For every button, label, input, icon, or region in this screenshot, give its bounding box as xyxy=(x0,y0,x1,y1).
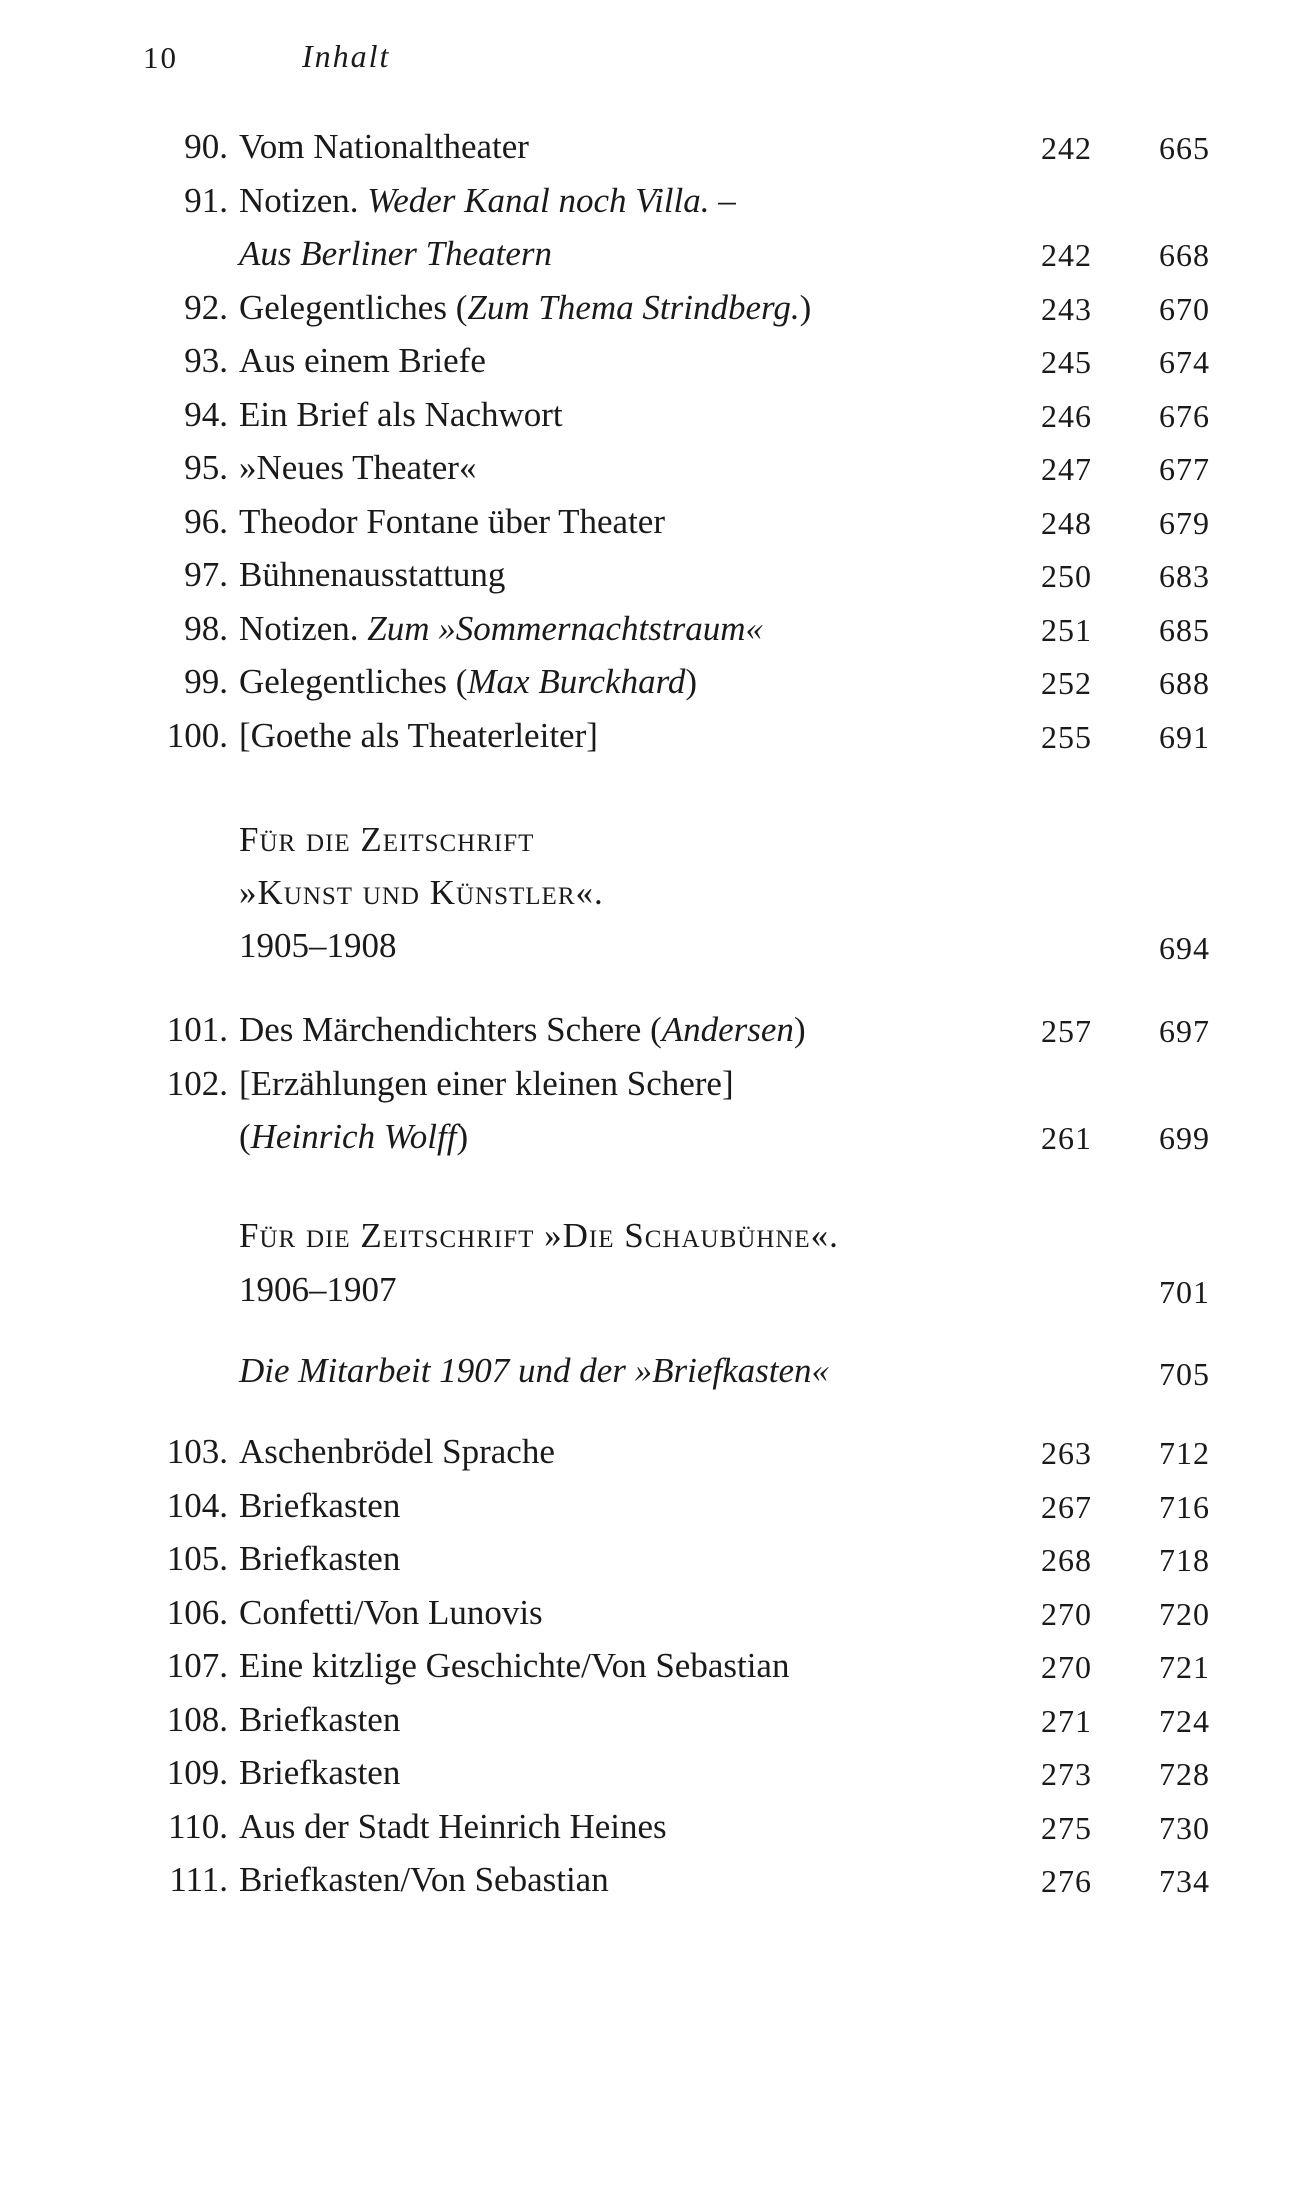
entry-title xyxy=(239,448,476,488)
subheading-page: 705 xyxy=(1159,1356,1210,1392)
commentary-page-number: 677 xyxy=(1159,451,1210,487)
entry-title-roman: ) xyxy=(456,1117,469,1156)
entry-title-roman: ) xyxy=(799,287,812,327)
entry-title-italic: Weder Kanal noch Villa. – xyxy=(367,180,736,220)
entry-title xyxy=(239,1064,734,1104)
commentary-page-number: 670 xyxy=(1159,290,1210,327)
toc-entry xyxy=(0,1593,1294,1637)
toc-entry xyxy=(0,288,1294,332)
entry-number: 96. xyxy=(184,501,228,541)
text-page-number: 270 xyxy=(1041,1649,1092,1685)
entry-number: 93. xyxy=(184,341,228,380)
entry-title-roman: Eine kitzlige Geschichte/Von Sebastian xyxy=(239,1646,790,1685)
commentary-page-number: 724 xyxy=(1159,1702,1210,1739)
commentary-page-number: 668 xyxy=(1159,237,1210,273)
entry-number: 107. xyxy=(166,1646,228,1685)
entry-title-roman: Briefkasten xyxy=(239,1753,401,1792)
section-heading-years: 1905–1908 xyxy=(239,926,397,965)
entry-title xyxy=(239,1753,400,1793)
text-page-number: 251 xyxy=(1041,611,1092,648)
text-page-number: 248 xyxy=(1041,504,1092,541)
text-page-number: 245 xyxy=(1041,344,1092,380)
entry-title-roman: Vom Nationaltheater xyxy=(239,127,529,166)
entry-title-roman: ) xyxy=(685,662,698,701)
toc-entry xyxy=(0,1807,1294,1851)
entry-number: 106. xyxy=(166,1592,228,1632)
toc-entry xyxy=(0,341,1294,385)
entry-number: 108. xyxy=(166,1699,228,1739)
entry-number: 102. xyxy=(166,1063,228,1103)
entry-title-roman: Aschenbrödel Sprache xyxy=(239,1432,555,1471)
toc-entry xyxy=(0,1700,1294,1744)
text-page-number: 250 xyxy=(1041,558,1092,594)
entry-title xyxy=(239,288,811,328)
entry-title xyxy=(239,234,552,274)
text-page-number: 255 xyxy=(1041,718,1092,755)
entry-title-italic: Max Burckhard xyxy=(467,662,686,701)
text-page-number: 261 xyxy=(1041,1120,1092,1156)
entry-title-roman: Gelegentliches ( xyxy=(239,287,468,327)
entry-title xyxy=(239,1700,400,1740)
text-page-number: 271 xyxy=(1041,1702,1092,1739)
entry-title-roman: Bühnenausstattung xyxy=(239,555,506,594)
entry-title-roman: Notizen. xyxy=(239,180,368,220)
toc-entry xyxy=(0,1117,1294,1161)
entry-number: 94. xyxy=(184,394,228,434)
toc-entry xyxy=(0,1539,1294,1583)
entry-title xyxy=(239,1860,609,1900)
entry-number: 104. xyxy=(166,1485,228,1525)
toc-entry xyxy=(0,716,1294,760)
toc-entry xyxy=(0,1753,1294,1797)
entry-title-roman: Theodor Fontane über Theater xyxy=(239,501,665,541)
entry-number: 97. xyxy=(184,555,228,594)
toc-entry xyxy=(0,1486,1294,1530)
commentary-page-number: 691 xyxy=(1159,718,1210,755)
entry-number: 110. xyxy=(168,1806,228,1846)
entry-title-roman: »Neues Theater« xyxy=(239,448,477,487)
text-page-number: 242 xyxy=(1041,237,1092,273)
section-heading-line: »Kunst und Künstler«. xyxy=(239,873,604,912)
commentary-page-number: 728 xyxy=(1159,1756,1210,1792)
entry-title-roman: Briefkasten/Von Sebastian xyxy=(239,1860,609,1899)
toc-entry xyxy=(0,1860,1294,1904)
entry-number: 99. xyxy=(184,662,228,701)
entry-number: 105. xyxy=(166,1539,228,1578)
entry-title-roman: Gelegentliches ( xyxy=(239,662,468,701)
entry-title-roman: Briefkasten xyxy=(239,1699,401,1739)
entry-title xyxy=(239,1539,400,1579)
entry-title xyxy=(239,662,697,702)
commentary-page-number: 716 xyxy=(1159,1488,1210,1525)
commentary-page-number: 683 xyxy=(1159,558,1210,594)
text-page-number: 242 xyxy=(1041,130,1092,166)
entry-title-italic: Aus Berliner Theatern xyxy=(239,234,553,273)
toc-entry xyxy=(0,1432,1294,1476)
entry-title xyxy=(239,716,598,756)
commentary-page-number: 699 xyxy=(1159,1120,1210,1156)
entry-title xyxy=(239,181,736,221)
entry-title-roman: Aus einem Briefe xyxy=(239,341,486,380)
toc-entry xyxy=(0,1646,1294,1690)
toc-entry xyxy=(0,502,1294,546)
entry-number: 92. xyxy=(184,287,228,327)
entry-title xyxy=(239,1010,806,1050)
entry-title xyxy=(239,609,763,649)
text-page-number: 243 xyxy=(1041,290,1092,327)
entry-title-roman: [Goethe als Theaterleiter] xyxy=(239,715,598,755)
text-page-number: 270 xyxy=(1041,1595,1092,1632)
entry-title-roman: Briefkasten xyxy=(239,1485,401,1525)
entry-title xyxy=(239,1807,667,1847)
commentary-page-number: 674 xyxy=(1159,344,1210,380)
text-page-number: 263 xyxy=(1041,1435,1092,1471)
entry-number: 90. xyxy=(184,127,228,166)
entry-title xyxy=(239,341,486,381)
page-number: 10 xyxy=(143,40,178,75)
entry-number: 111. xyxy=(169,1860,228,1899)
commentary-page-number: 721 xyxy=(1159,1649,1210,1685)
entry-title-italic: Zum »Sommernachtstraum« xyxy=(367,608,763,648)
entry-number: 98. xyxy=(184,608,228,648)
entry-title xyxy=(239,1486,400,1526)
entry-title-roman: Confetti/Von Lunovis xyxy=(239,1592,543,1632)
entry-title xyxy=(239,1432,555,1472)
entry-title xyxy=(239,555,505,595)
entry-title-roman: Des Märchendichters Schere ( xyxy=(239,1010,662,1049)
toc-entry xyxy=(0,609,1294,653)
commentary-page-number: 718 xyxy=(1159,1542,1210,1578)
text-page-number: 257 xyxy=(1041,1013,1092,1049)
text-page-number: 268 xyxy=(1041,1542,1092,1578)
section-heading-line: Für die Zeitschrift xyxy=(239,820,535,859)
entry-title xyxy=(239,1117,468,1157)
commentary-page-number: 734 xyxy=(1159,1863,1210,1899)
commentary-page-number: 712 xyxy=(1159,1435,1210,1471)
section-commentary-page: 694 xyxy=(1159,930,1210,966)
toc-entry xyxy=(0,662,1294,706)
entry-title-roman: ( xyxy=(239,1117,251,1156)
entry-title-italic: Andersen xyxy=(661,1010,794,1049)
subheading: Die Mitarbeit 1907 und der »Briefkasten« xyxy=(239,1351,830,1390)
text-page-number: 275 xyxy=(1041,1809,1092,1846)
commentary-page-number: 730 xyxy=(1159,1809,1210,1846)
toc-entry xyxy=(0,555,1294,599)
entry-title-roman: ) xyxy=(793,1010,806,1049)
commentary-page-number: 665 xyxy=(1159,130,1210,166)
entry-title xyxy=(239,1646,789,1686)
entry-title-roman: Briefkasten xyxy=(239,1539,401,1578)
toc-entry xyxy=(0,127,1294,171)
commentary-page-number: 720 xyxy=(1159,1595,1210,1632)
text-page-number: 267 xyxy=(1041,1488,1092,1525)
entry-number: 103. xyxy=(166,1432,228,1471)
entry-number: 91. xyxy=(184,180,228,220)
section-commentary-page: 701 xyxy=(1159,1274,1210,1310)
entry-number: 95. xyxy=(184,448,228,487)
entry-number: 109. xyxy=(166,1753,228,1792)
text-page-number: 276 xyxy=(1041,1863,1092,1899)
commentary-page-number: 679 xyxy=(1159,504,1210,541)
toc-entry xyxy=(0,1064,1294,1108)
entry-title xyxy=(239,395,563,435)
text-page-number: 246 xyxy=(1041,397,1092,434)
toc-entry xyxy=(0,181,1294,225)
entry-title xyxy=(239,1593,543,1633)
toc-entry xyxy=(0,448,1294,492)
text-page-number: 252 xyxy=(1041,665,1092,701)
entry-number: 101. xyxy=(166,1010,228,1049)
toc-entry xyxy=(0,1010,1294,1054)
text-page-number: 247 xyxy=(1041,451,1092,487)
commentary-page-number: 685 xyxy=(1159,611,1210,648)
entry-title xyxy=(239,502,665,542)
section-heading-line: Für die Zeitschrift »Die Schaubühne«. xyxy=(239,1216,839,1255)
entry-title-roman: Aus der Stadt Heinrich Heines xyxy=(239,1806,667,1846)
toc-entry xyxy=(0,234,1294,278)
entry-title-italic: Zum Thema Strindberg. xyxy=(467,287,800,327)
toc-entry xyxy=(0,395,1294,439)
commentary-page-number: 688 xyxy=(1159,665,1210,701)
commentary-page-number: 676 xyxy=(1159,397,1210,434)
entry-title-roman: Notizen. xyxy=(239,608,368,648)
entry-title xyxy=(239,127,529,167)
entry-title-italic: Heinrich Wolff xyxy=(250,1117,457,1156)
text-page-number: 273 xyxy=(1041,1756,1092,1792)
entry-title-roman: Ein Brief als Nachwort xyxy=(239,394,563,434)
commentary-page-number: 697 xyxy=(1159,1013,1210,1049)
section-heading-years: 1906–1907 xyxy=(239,1270,397,1309)
entry-title-roman: [Erzählungen einer kleinen Schere] xyxy=(239,1063,734,1103)
entry-number: 100. xyxy=(166,715,228,755)
running-head-title: Inhalt xyxy=(302,38,391,74)
